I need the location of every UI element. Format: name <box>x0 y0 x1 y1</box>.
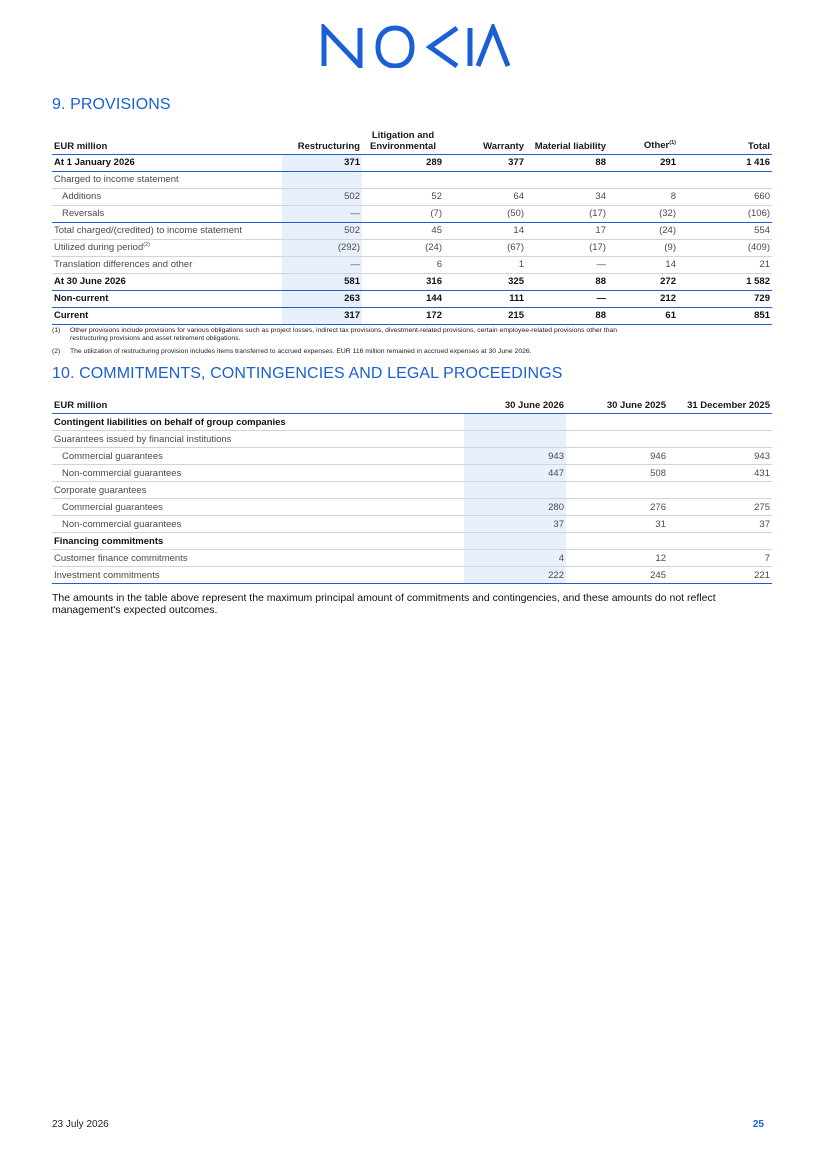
cell-value <box>668 431 772 448</box>
cell-value: 943 <box>668 448 772 465</box>
litigation-line2: Environmental <box>370 140 436 152</box>
row-label-text: Total charged/(credited) to income statement <box>54 225 242 236</box>
cell-value: 111 <box>444 290 526 307</box>
cell-value: 316 <box>362 273 444 290</box>
row-label-text: Non-current <box>54 293 109 304</box>
commitments-table <box>52 395 772 584</box>
cell-value: (7) <box>362 205 444 222</box>
cell-value: 17 <box>526 222 608 239</box>
cell-value: 291 <box>608 154 690 171</box>
row-label-text: At 1 January 2026 <box>54 157 135 168</box>
cell-value <box>668 414 772 431</box>
cell-value: (24) <box>362 239 444 256</box>
cell-value: 280 <box>464 499 566 516</box>
cell-value: (50) <box>444 205 526 222</box>
cell-value: 1 <box>444 256 526 273</box>
cell-value: (17) <box>526 205 608 222</box>
row-label-text: Reversals <box>62 208 105 219</box>
row-label: Non-commercial guarantees <box>52 516 464 533</box>
cell-value: 12 <box>566 550 668 567</box>
cell-value: (32) <box>608 205 690 222</box>
nokia-logo <box>320 24 510 68</box>
row-label: Contingent liabilities on behalf of group companies <box>52 414 464 431</box>
cell-value: — <box>526 256 608 273</box>
commitments-row <box>52 499 772 516</box>
row-label <box>52 239 282 256</box>
row-label: Customer finance commitments <box>52 550 464 567</box>
footnote-1 <box>52 327 617 343</box>
row-label: Corporate guarantees <box>52 482 464 499</box>
cell-value: 172 <box>362 307 444 324</box>
cell-value: 45 <box>362 222 444 239</box>
cell-value <box>444 171 526 188</box>
cell-value: (17) <box>526 239 608 256</box>
cell-value <box>464 414 566 431</box>
litigation-line1: Litigation and <box>371 129 435 141</box>
provisions-header-row <box>52 128 772 154</box>
row-label <box>52 154 282 171</box>
provisions-row <box>52 154 772 171</box>
cell-value: 245 <box>566 567 668 584</box>
cell-value: 88 <box>526 154 608 171</box>
cell-value <box>566 533 668 550</box>
col-header-restructuring: Restructuring <box>282 128 362 154</box>
commitments-row <box>52 465 772 482</box>
row-label: Investment commitments <box>52 567 464 584</box>
cell-value: 215 <box>444 307 526 324</box>
commitments-row <box>52 533 772 550</box>
cell-value: 34 <box>526 188 608 205</box>
cell-value: 222 <box>464 567 566 584</box>
cell-value: 729 <box>690 290 772 307</box>
cell-value: 221 <box>668 567 772 584</box>
cell-value: 144 <box>362 290 444 307</box>
commitments-row <box>52 414 772 431</box>
cell-value: — <box>526 290 608 307</box>
commitments-row <box>52 482 772 499</box>
provisions-row <box>52 205 772 222</box>
commitments-row <box>52 516 772 533</box>
cell-value <box>526 171 608 188</box>
cell-value: 377 <box>444 154 526 171</box>
cell-value: 4 <box>464 550 566 567</box>
commitments-row <box>52 431 772 448</box>
cell-value: (106) <box>690 205 772 222</box>
provisions-row <box>52 307 772 324</box>
footer-date: 23 July 2026 <box>52 1119 109 1130</box>
other-footnote-marker: (1) <box>669 140 676 147</box>
cell-value: 37 <box>464 516 566 533</box>
cell-value: 289 <box>362 154 444 171</box>
cell-value: (292) <box>282 239 362 256</box>
cell-value <box>668 482 772 499</box>
provisions-row <box>52 273 772 290</box>
provisions-row <box>52 256 772 273</box>
cell-value <box>464 431 566 448</box>
cell-value <box>690 171 772 188</box>
cell-value: 581 <box>282 273 362 290</box>
cell-value: 31 <box>566 516 668 533</box>
cell-value: 447 <box>464 465 566 482</box>
cell-value: 508 <box>566 465 668 482</box>
col-header-warranty: Warranty <box>444 128 526 154</box>
cell-value: 8 <box>608 188 690 205</box>
cell-value: — <box>282 256 362 273</box>
cell-value: 6 <box>362 256 444 273</box>
cell-value: 1 582 <box>690 273 772 290</box>
cell-value <box>464 533 566 550</box>
cell-value: 88 <box>526 273 608 290</box>
cell-value: 502 <box>282 222 362 239</box>
provisions-table <box>52 128 772 325</box>
row-label: Commercial guarantees <box>52 448 464 465</box>
cell-value: 660 <box>690 188 772 205</box>
commitments-heading: 10. COMMITMENTS, CONTINGENCIES AND LEGAL PROCEEDINGS <box>52 365 563 382</box>
row-label <box>52 205 282 222</box>
provisions-row <box>52 290 772 307</box>
cell-value <box>362 171 444 188</box>
col-header-total: Total <box>690 128 772 154</box>
provisions-row <box>52 188 772 205</box>
cell-value: 946 <box>566 448 668 465</box>
row-label-footnote-marker: (2) <box>143 241 150 248</box>
cell-value: 64 <box>444 188 526 205</box>
col-header-eur-million-2: EUR million <box>52 395 464 414</box>
cell-value: (409) <box>690 239 772 256</box>
provisions-row <box>52 222 772 239</box>
provisions-row <box>52 239 772 256</box>
row-label <box>52 290 282 307</box>
commitments-note: The amounts in the table above represent the maximum principal amount of commitments and contingencies, and these amounts do not reflect management's expected outcomes. <box>52 592 716 616</box>
commitments-row <box>52 448 772 465</box>
cell-value <box>566 414 668 431</box>
cell-value: 212 <box>608 290 690 307</box>
col-header-material-liability: Material liability <box>526 128 608 154</box>
cell-value: 276 <box>566 499 668 516</box>
row-label <box>52 188 282 205</box>
cell-value: 88 <box>526 307 608 324</box>
col-header-30-june-2025: 30 June 2025 <box>566 395 668 414</box>
cell-value: 554 <box>690 222 772 239</box>
row-label-text: Charged to income statement <box>54 174 179 185</box>
row-label <box>52 171 282 188</box>
row-label: Non-commercial guarantees <box>52 465 464 482</box>
commitments-row <box>52 550 772 567</box>
cell-value: 263 <box>282 290 362 307</box>
cell-value: (67) <box>444 239 526 256</box>
row-label <box>52 256 282 273</box>
footnote-1-text: Other provisions include provisions for various obligations such as project losses, indirect tax provisions, divestment-related provisions, certain employee-related provisions other than <box>70 327 618 334</box>
cell-value <box>608 171 690 188</box>
cell-value: 275 <box>668 499 772 516</box>
cell-value: 325 <box>444 273 526 290</box>
cell-value: 1 416 <box>690 154 772 171</box>
commitments-row <box>52 567 772 584</box>
cell-value <box>668 533 772 550</box>
cell-value: 52 <box>362 188 444 205</box>
cell-value: 21 <box>690 256 772 273</box>
cell-value: (9) <box>608 239 690 256</box>
col-header-31-december-2025: 31 December 2025 <box>668 395 772 414</box>
cell-value: 371 <box>282 154 362 171</box>
cell-value: — <box>282 205 362 222</box>
cell-value: 851 <box>690 307 772 324</box>
cell-value: 61 <box>608 307 690 324</box>
row-label-text: At 30 June 2026 <box>54 276 126 287</box>
cell-value: 14 <box>444 222 526 239</box>
col-header-30-june-2026: 30 June 2026 <box>464 395 566 414</box>
row-label <box>52 273 282 290</box>
cell-value: 943 <box>464 448 566 465</box>
row-label: Financing commitments <box>52 533 464 550</box>
col-header-other <box>608 128 690 154</box>
commitments-header-row <box>52 395 772 414</box>
footnote-2 <box>52 348 532 356</box>
provisions-heading: 9. PROVISIONS <box>52 96 171 113</box>
footnote-1-text-cont: restructuring provisions and asset retirement obligations. <box>70 335 241 342</box>
cell-value: 431 <box>668 465 772 482</box>
row-label <box>52 222 282 239</box>
cell-value <box>566 431 668 448</box>
page-number: 25 <box>752 1119 764 1130</box>
cell-value: 7 <box>668 550 772 567</box>
row-label-text: Utilized during period <box>54 242 144 254</box>
col-header-litigation <box>362 128 444 154</box>
row-label <box>52 307 282 324</box>
cell-value <box>566 482 668 499</box>
cell-value: 317 <box>282 307 362 324</box>
cell-value: 37 <box>668 516 772 533</box>
footnote-1-marker: (1) <box>52 327 61 334</box>
cell-value: (24) <box>608 222 690 239</box>
provisions-row <box>52 171 772 188</box>
row-label: Guarantees issued by financial institutions <box>52 431 464 448</box>
cell-value: 272 <box>608 273 690 290</box>
row-label-text: Current <box>54 310 89 321</box>
footnote-2-marker: (2) <box>52 348 61 355</box>
other-label: Other <box>643 140 670 152</box>
cell-value: 502 <box>282 188 362 205</box>
cell-value <box>282 171 362 188</box>
cell-value <box>464 482 566 499</box>
footnote-2-text: The utilization of restructuring provision includes items transferred to accrued expenses. EUR 116 million remained in accrued expenses at 30 June 2026. <box>70 348 532 355</box>
col-header-eur-million: EUR million <box>52 128 282 154</box>
row-label: Commercial guarantees <box>52 499 464 516</box>
row-label-text: Additions <box>62 191 102 202</box>
cell-value: 14 <box>608 256 690 273</box>
row-label-text: Translation differences and other <box>54 259 193 270</box>
